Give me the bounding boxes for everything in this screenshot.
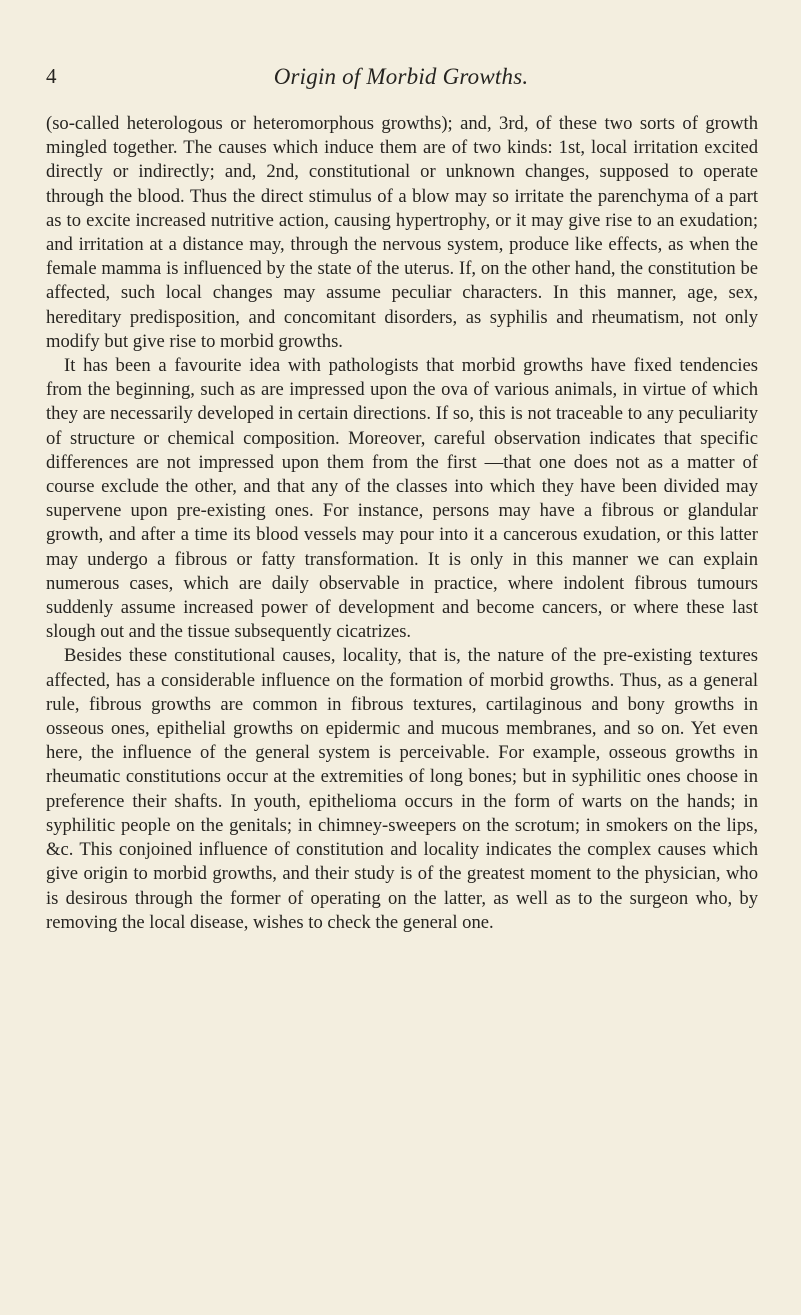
- paragraph-locality: Besides these constitutional causes, locality, that is, the nature of the pre-existing textures affected, has a considerable influence on the formation of morbid growths. Thus, as a general rule, fibrous growths are common in fibrous textures, cartilaginous and bony growths in osseous ones, epithelial growths on epidermic and mucous membranes, and so on. Yet even here, the influence of the general system is perceivable. For example, osseous growths in rheumatic constitutions occur at the extremities of long bones; but in syphilitic ones choose in preference their shafts. In youth, epithelioma occurs in the form of warts on the hands; in syphilitic people on the genitals; in chimney-sweepers on the scrotum; in smokers on the lips, &c. This conjoined influence of constitution and locality indicates the complex causes which give origin to morbid growths, and their study is of the greatest moment to the physician, who is desirous through the former of operating on the latter, as well as to the surgeon who, by removing the local disease, wishes to check the general one.: [46, 645, 758, 933]
- page-number: 4: [46, 64, 57, 88]
- body-text: [46, 112, 758, 935]
- paragraph-tendencies: It has been a favourite idea with pathologists that morbid growths have fixed tendencies from the beginning, such as are impressed upon the ova of various animals, in virtue of which they are necessarily developed in certain directions. If so, this is not traceable to any peculiarity of structure or chemical composition. Moreover, careful observation indicates that specific differences are not impressed upon them from the first —that one does not as a matter of course exclude the other, and that any of the classes into which they have been divided may supervene upon pre-existing ones. For instance, persons may have a fibrous or glandular growth, and after a time its blood vessels may pour into it a cancerous exudation, or this latter may undergo a fibrous or fatty transformation. It is only in this manner we can explain numerous cases, which are daily observable in practice, where indolent fibrous tumours suddenly assume increased power of development and become cancers, or where these last slough out and the tissue subsequently cicatrizes.: [46, 355, 758, 643]
- page-header: [46, 64, 756, 94]
- paragraph-continued: (so-called heterologous or heteromorphous growths); and, 3rd, of these two sorts of growth mingled together. The causes which induce them are of two kinds: 1st, local irritation excited directly or indirectly; and, 2nd, constitutional or unknown changes, supposed to operate through the blood. Thus the direct stimulus of a blow may so irritate the parenchyma of a part as to excite increased nutritive action, causing hypertrophy, or it may give rise to an exudation; and irritation at a distance may, through the nervous system, produce like effects, as when the female mamma is influenced by the state of the uterus. If, on the other hand, the constitution be affected, such local changes may assume peculiar characters. In this manner, age, sex, hereditary predisposition, and concomitant disorders, as syphilis and rheumatism, not only modify but give rise to morbid growths.: [46, 113, 758, 352]
- running-title: Origin of Morbid Growths.: [273, 64, 529, 89]
